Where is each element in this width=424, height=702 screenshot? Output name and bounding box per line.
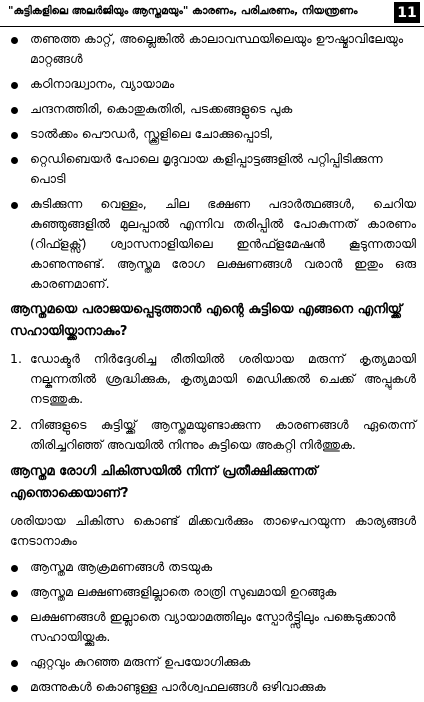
bullet-icon bbox=[11, 132, 18, 139]
list-item-text: മരുന്നുകൾ കൊണ്ടുള്ള പാർശ്വഫലങ്ങൾ ഒഴിവാക്കുക bbox=[30, 679, 326, 694]
list-item bbox=[0, 194, 424, 294]
list-item-text: തണുത്ത കാറ്റ്, അല്ലെങ്കിൽ കാലാവസ്ഥയിലെയും ഊഷ്മാവിലേയും മാറ്റങ്ങൾ bbox=[30, 31, 404, 66]
list-item bbox=[0, 677, 424, 697]
bullet-icon bbox=[11, 660, 18, 667]
bullet-icon bbox=[11, 685, 18, 692]
bullet-icon bbox=[11, 565, 18, 572]
bullet-icon bbox=[11, 590, 18, 597]
section-heading-help-child: ആസ്തമയെ പരാജയപ്പെടുത്താൻ എന്റെ കുട്ടിയെ എങ്ങനെ എനിയ്ക്ക് സഹായിയ്ക്കാനാകും? bbox=[10, 302, 403, 339]
bullet-icon bbox=[11, 107, 18, 114]
bullet-icon bbox=[11, 202, 18, 209]
list-item bbox=[0, 557, 424, 577]
list-item bbox=[0, 124, 424, 144]
bullet-icon bbox=[11, 37, 18, 44]
list-item bbox=[0, 29, 424, 69]
intro-paragraph: ശരിയായ ചികിത്സ കൊണ്ട് മിക്കവർക്കും താഴെപറയുന്ന കാര്യങ്ങൾ നേടാനാകും bbox=[10, 513, 416, 548]
bullet-icon bbox=[11, 157, 18, 164]
numbered-item bbox=[0, 349, 424, 409]
page-content bbox=[0, 29, 424, 702]
list-item bbox=[0, 652, 424, 672]
list-item-text: ആസ്തമ ആക്രമണങ്ങൾ തടയുക bbox=[30, 559, 213, 574]
running-title: "കുട്ടികളിലെ അലർജിയും ആസ്തമയും" കാരണം, പരിചരണം, നിയന്ത്രണം bbox=[8, 5, 358, 17]
list-item-text: ആസ്തമ ലക്ഷണങ്ങളില്ലാതെ രാത്രി സുഖമായി ഉറങ്ങുക bbox=[30, 584, 337, 599]
numbered-item-text: ഡോക്ടർ നിർദ്ദേശിച്ച രീതിയിൽ ശരിയായ മരുന്ന് കൃത്യമായി നല്കുന്നതിൽ ശ്രദ്ധിക്കുക, കൃത്യമായി മെഡിക്കൽ ചെക്ക് അപ്പുകൾ നടത്തുക. bbox=[30, 351, 416, 406]
list-item-text: ചന്ദനത്തിരി, കൊതുകുതിരി, പടക്കങ്ങളുടെ പുക bbox=[30, 101, 293, 116]
list-item bbox=[0, 582, 424, 602]
list-item bbox=[0, 149, 424, 189]
page-header bbox=[0, 0, 424, 27]
list-item-text: ടാൽക്കം പൌഡർ, സ്ക്കൂളിലെ ചോക്കുപ്പൊടി, bbox=[30, 126, 274, 141]
list-item bbox=[0, 74, 424, 94]
list-item-text: ലക്ഷണങ്ങൾ ഇല്ലാതെ വ്യായാമത്തിലും സ്പോർട്ട്സിലും പങ്കെടുക്കാൻ സഹായിയ്ക്കുക. bbox=[30, 609, 396, 644]
list-item-text: കുടിക്കുന്ന വെള്ളം, ചില ഭക്ഷണ പദാർത്ഥങ്ങൾ, ചെറിയ കുഞ്ഞുങ്ങളിൽ മുലപ്പാൽ എന്നിവ തരിപ്പിൽ പോകുന്നത് കാരണം (റിഫ്ളക്സ്) ശ്വാസനാളിയിലെ ഇൻഫ്ളമേഷൻ കൂടുന്നതായി കാണുന്നുണ്ട്. ആസ്തമ രോഗ ലക്ഷണങ്ങൾ വരാൻ ഇതും ഒരു കാരണമാണ്. bbox=[30, 196, 416, 291]
bullet-icon bbox=[11, 82, 18, 89]
item-number: 1. bbox=[10, 351, 22, 366]
item-number: 2. bbox=[10, 417, 22, 432]
list-item bbox=[0, 607, 424, 647]
numbered-item bbox=[0, 415, 424, 455]
list-item bbox=[0, 99, 424, 119]
bullet-icon bbox=[11, 615, 18, 622]
numbered-item-text: നിങ്ങളുടെ കുട്ടിയ്ക്ക് ആസ്തമയുണ്ടാക്കുന്ന കാരണങ്ങൾ ഏതെന്ന് തിരിച്ചറിഞ്ഞ് അവയിൽ നിന്നും കുട്ടിയെ അകറ്റി നിർത്തുക. bbox=[30, 417, 416, 452]
list-item-text: ഏറ്റവും കുറഞ്ഞ മരുന്ന് ഉപയോഗിക്കുക bbox=[30, 654, 251, 669]
list-item-text: റ്റെഡിബെയർ പോലെ മൃദുവായ കളിപ്പാട്ടങ്ങളിൽ പറ്റിപ്പിടിക്കുന്ന പൊടി bbox=[30, 151, 383, 186]
section-heading-treatment-expectations: ആസ്തമ രോഗി ചികിത്സയിൽ നിന്ന് പ്രതീക്ഷിക്കുന്നത് എന്തൊക്കെയാണ്? bbox=[10, 464, 318, 501]
list-item-text: കഠിനാദ്ധ്വാനം, വ്യായാമം bbox=[30, 76, 175, 91]
page-number-badge: 11 bbox=[394, 2, 420, 23]
